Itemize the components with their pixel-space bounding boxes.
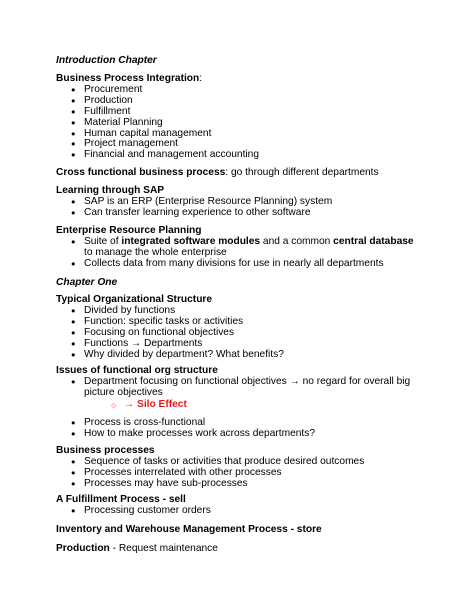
list-item: ● Functions → Departments [56,339,424,350]
list-item: ● Function: specific tasks or activities [56,317,424,328]
list-item: ● Fulfillment [56,107,424,118]
erp-text-e: to manage the whole enterprise [84,246,227,258]
cross-functional-term: Cross functional business process [56,167,226,178]
erp-heading: Enterprise Resource Planning [56,225,202,236]
list-item: ● Can transfer learning experience to other software [56,208,424,219]
list-item: ● SAP is an ERP (Enterprise Resource Planning) system [56,197,424,208]
list-item: ● Material Planning [56,118,424,129]
list-item: ● Focusing on functional objectives [56,328,424,339]
bp-heading: Business processes [56,445,155,456]
cross-functional-definition: : go through different departments [225,167,379,178]
org-heading: Typical Organizational Structure [56,294,213,305]
list-item: ● Divided by functions [56,306,424,317]
list-item: ● Processes may have sub-processes [56,479,424,490]
list-item: ● Why divided by department? What benefits? [56,350,424,361]
production-term: Production [56,543,110,554]
cross-functional-line [56,168,424,179]
list-item: ● Financial and management accounting [56,150,424,161]
list-item: ● Human capital management [56,129,424,140]
learning-list [56,197,424,219]
list-item: ● Processing customer orders [56,506,424,517]
list-item: ● Process is cross-functional [56,418,424,429]
org-structure-section [56,295,424,360]
org-list [56,306,424,361]
erp-term-modules: integrated software modules [121,235,261,247]
silo-effect-item: ○ → Silo Effect [56,400,424,411]
list-item: ● Processes interrelated with other processes [56,468,424,479]
list-item: ● How to make processes work across departments? [56,429,424,440]
production-line [56,544,424,555]
issues-section [56,366,424,439]
learning-heading: Learning through SAP [56,185,165,196]
production-definition: - Request maintenance [109,543,218,554]
issues-list [56,377,424,440]
bpi-colon: : [199,73,203,84]
learning-section [56,186,424,219]
erp-text-a: Suite of [84,235,122,247]
fulfillment-section [56,495,424,517]
list-item: ● Sequence of tasks or activities that produce desired outcomes [56,457,424,468]
erp-term-database: central database [333,235,414,247]
issues-heading: Issues of functional org structure [56,365,218,376]
list-item: ● Collects data from many divisions for use in nearly all departments [56,259,424,270]
inventory-heading: Inventory and Warehouse Management Process - store [56,524,322,535]
bpi-section [56,74,424,161]
bpi-heading: Business Process Integration [56,73,200,84]
bp-list [56,457,424,490]
business-processes-section [56,446,424,490]
erp-text-c: and a common [260,235,334,247]
list-item [56,237,424,259]
chapter-one-title: Chapter One [56,277,118,288]
fulfillment-heading: A Fulfillment Process - sell [56,494,186,505]
list-item: ● Procurement [56,85,424,96]
list-item: ● Production [56,96,424,107]
erp-section [56,226,424,270]
intro-chapter-title: Introduction Chapter [56,55,157,66]
fulfillment-list [56,506,424,517]
erp-list [56,237,424,270]
list-item: ● Project management [56,139,424,150]
bpi-list [56,85,424,161]
list-item: ● Department focusing on functional objectives → no regard for overall big picture objectives [56,377,424,399]
